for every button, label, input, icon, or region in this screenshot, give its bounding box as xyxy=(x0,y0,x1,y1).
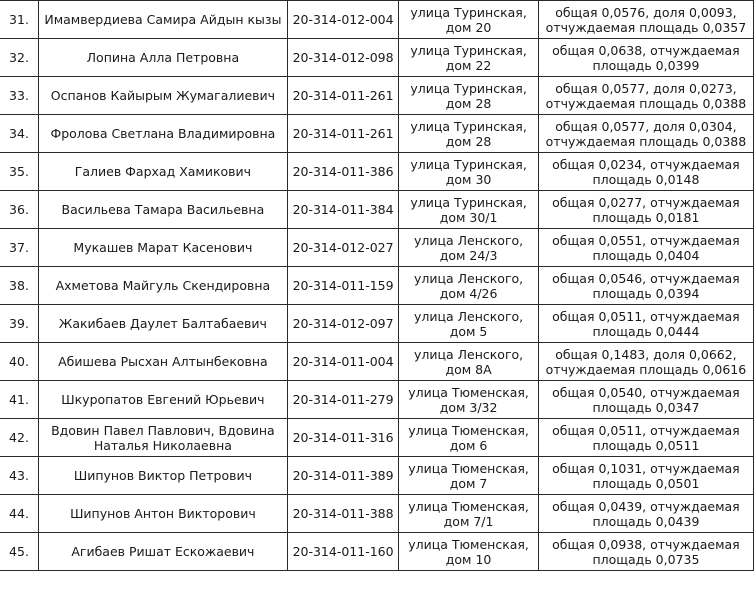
cell-address: улица Туринская, дом 28 xyxy=(399,77,539,115)
cell-owner-name: Оспанов Кайырым Жумагалиевич xyxy=(38,77,287,115)
table-row xyxy=(0,153,754,191)
cell-cadastral-number: 20-314-011-279 xyxy=(287,381,398,419)
cell-number: 42. xyxy=(0,419,38,457)
cell-area: общая 0,1031, отчуждаемая площадь 0,0501 xyxy=(538,457,753,495)
cell-area: общая 0,1483, доля 0,0662, отчуждаемая площадь 0,0616 xyxy=(538,343,753,381)
cell-cadastral-number: 20-314-011-384 xyxy=(287,191,398,229)
cell-owner-name: Мукашев Марат Касенович xyxy=(38,229,287,267)
cell-area: общая 0,0577, доля 0,0273, отчуждаемая площадь 0,0388 xyxy=(538,77,753,115)
cell-owner-name: Галиев Фархад Хамикович xyxy=(38,153,287,191)
cell-cadastral-number: 20-314-012-004 xyxy=(287,1,398,39)
table-row xyxy=(0,77,754,115)
table-row xyxy=(0,115,754,153)
cell-address: улица Ленского, дом 8А xyxy=(399,343,539,381)
cell-owner-name: Абишева Рысхан Алтынбековна xyxy=(38,343,287,381)
cell-cadastral-number: 20-314-011-004 xyxy=(287,343,398,381)
cell-number: 32. xyxy=(0,39,38,77)
cell-number: 31. xyxy=(0,1,38,39)
table-row xyxy=(0,381,754,419)
table-row xyxy=(0,305,754,343)
cell-cadastral-number: 20-314-011-316 xyxy=(287,419,398,457)
cell-address: улица Тюменская, дом 7 xyxy=(399,457,539,495)
table-row xyxy=(0,1,754,39)
cell-number: 38. xyxy=(0,267,38,305)
cell-cadastral-number: 20-314-011-261 xyxy=(287,77,398,115)
cell-cadastral-number: 20-314-011-160 xyxy=(287,533,398,571)
cell-cadastral-number: 20-314-011-388 xyxy=(287,495,398,533)
cell-number: 41. xyxy=(0,381,38,419)
table-row xyxy=(0,39,754,77)
cell-address: улица Туринская, дом 30 xyxy=(399,153,539,191)
cell-owner-name: Жакибаев Даулет Балтабаевич xyxy=(38,305,287,343)
table-row xyxy=(0,191,754,229)
cell-area: общая 0,0551, отчуждаемая площадь 0,0404 xyxy=(538,229,753,267)
cell-number: 37. xyxy=(0,229,38,267)
cell-owner-name: Ахметова Майгуль Скендировна xyxy=(38,267,287,305)
cell-address: улица Тюменская, дом 7/1 xyxy=(399,495,539,533)
cell-number: 43. xyxy=(0,457,38,495)
cell-address: улица Туринская, дом 20 xyxy=(399,1,539,39)
cell-owner-name: Шипунов Виктор Петрович xyxy=(38,457,287,495)
cell-address: улица Туринская, дом 30/1 xyxy=(399,191,539,229)
cell-address: улица Тюменская, дом 3/32 xyxy=(399,381,539,419)
cell-number: 36. xyxy=(0,191,38,229)
cell-area: общая 0,0540, отчуждаемая площадь 0,0347 xyxy=(538,381,753,419)
cell-cadastral-number: 20-314-012-098 xyxy=(287,39,398,77)
cell-owner-name: Шкуропатов Евгений Юрьевич xyxy=(38,381,287,419)
cell-address: улица Ленского, дом 5 xyxy=(399,305,539,343)
cell-number: 40. xyxy=(0,343,38,381)
cell-number: 39. xyxy=(0,305,38,343)
cell-area: общая 0,0277, отчуждаемая площадь 0,0181 xyxy=(538,191,753,229)
table-row xyxy=(0,229,754,267)
table-row xyxy=(0,419,754,457)
cell-cadastral-number: 20-314-012-097 xyxy=(287,305,398,343)
table-row xyxy=(0,533,754,571)
table-row xyxy=(0,267,754,305)
cell-address: улица Ленского, дом 4/26 xyxy=(399,267,539,305)
cell-area: общая 0,0511, отчуждаемая площадь 0,0444 xyxy=(538,305,753,343)
cell-address: улица Ленского, дом 24/3 xyxy=(399,229,539,267)
cell-area: общая 0,0234, отчуждаемая площадь 0,0148 xyxy=(538,153,753,191)
cell-address: улица Туринская, дом 22 xyxy=(399,39,539,77)
cell-number: 44. xyxy=(0,495,38,533)
cell-area: общая 0,0576, доля 0,0093, отчуждаемая площадь 0,0357 xyxy=(538,1,753,39)
cell-number: 45. xyxy=(0,533,38,571)
cell-cadastral-number: 20-314-011-389 xyxy=(287,457,398,495)
cell-cadastral-number: 20-314-011-261 xyxy=(287,115,398,153)
cell-address: улица Тюменская, дом 6 xyxy=(399,419,539,457)
cell-owner-name: Имамвердиева Самира Айдын кызы xyxy=(38,1,287,39)
cell-area: общая 0,0439, отчуждаемая площадь 0,0439 xyxy=(538,495,753,533)
table-row xyxy=(0,343,754,381)
cell-area: общая 0,0938, отчуждаемая площадь 0,0735 xyxy=(538,533,753,571)
cell-area: общая 0,0577, доля 0,0304, отчуждаемая площадь 0,0388 xyxy=(538,115,753,153)
cell-owner-name: Вдовин Павел Павлович, Вдовина Наталья Николаевна xyxy=(38,419,287,457)
cell-owner-name: Агибаев Ришат Ескожаевич xyxy=(38,533,287,571)
cell-owner-name: Васильева Тамара Васильевна xyxy=(38,191,287,229)
cell-owner-name: Лопина Алла Петровна xyxy=(38,39,287,77)
cell-cadastral-number: 20-314-011-159 xyxy=(287,267,398,305)
cell-cadastral-number: 20-314-011-386 xyxy=(287,153,398,191)
cell-area: общая 0,0546, отчуждаемая площадь 0,0394 xyxy=(538,267,753,305)
cell-number: 33. xyxy=(0,77,38,115)
cell-area: общая 0,0511, отчуждаемая площадь 0,0511 xyxy=(538,419,753,457)
table-row xyxy=(0,495,754,533)
cell-owner-name: Шипунов Антон Викторович xyxy=(38,495,287,533)
cell-area: общая 0,0638, отчуждаемая площадь 0,0399 xyxy=(538,39,753,77)
cell-owner-name: Фролова Светлана Владимировна xyxy=(38,115,287,153)
cell-address: улица Тюменская, дом 10 xyxy=(399,533,539,571)
cell-number: 34. xyxy=(0,115,38,153)
cell-number: 35. xyxy=(0,153,38,191)
cell-cadastral-number: 20-314-012-027 xyxy=(287,229,398,267)
table-row xyxy=(0,457,754,495)
cell-address: улица Туринская, дом 28 xyxy=(399,115,539,153)
